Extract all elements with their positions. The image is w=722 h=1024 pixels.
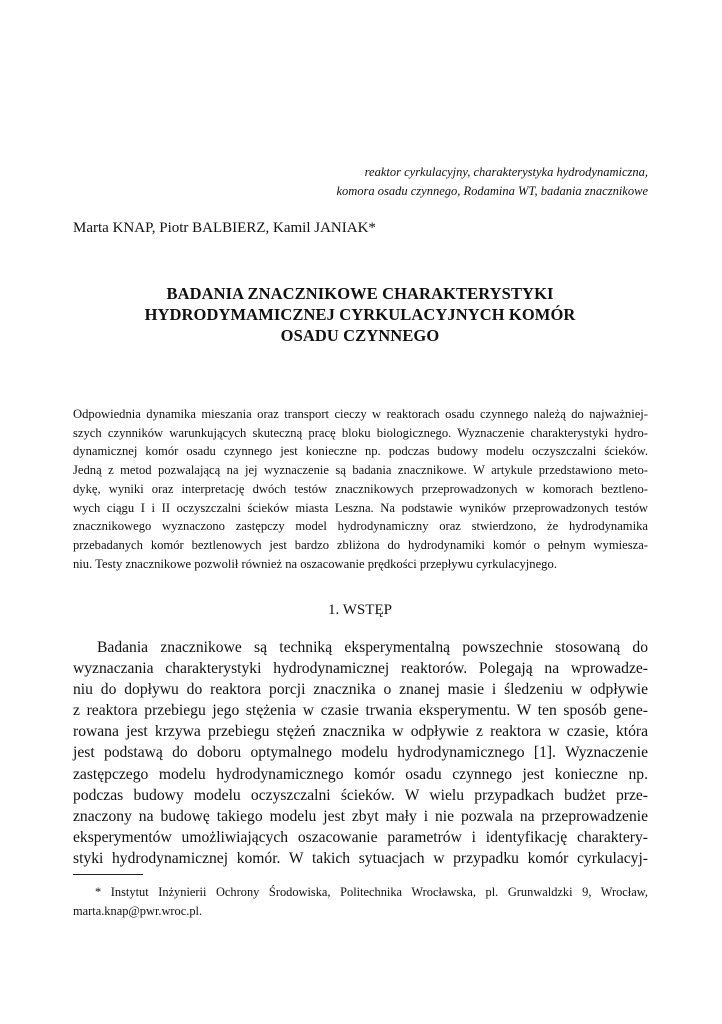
body-line: podczas budowy modelu oczyszczalni ścieków. W wielu przypadkach budżet prze- [73, 786, 648, 804]
body-line: styki hydrodynamicznej komór. W takich sytuacjach w przypadku komór cyrkulacyj- [73, 849, 648, 867]
body-line: rowana jest krzywa przebiegu stężeń znacznika w odpływie z reaktora w czasie, która [73, 723, 648, 741]
abstract [73, 405, 648, 573]
footnote-line-2: marta.knap@pwr.wroc.pl. [73, 904, 203, 918]
abstract-line: Odpowiednia dynamika mieszania oraz transport cieczy w reaktorach osadu czynnego należą do najważniej- [73, 407, 648, 421]
authors: Marta KNAP, Piotr BALBIERZ, Kamil JANIAK* [73, 220, 376, 236]
footnote [73, 883, 648, 921]
abstract-line: wych ciągu I i II oczyszczalni ścieków miasta Leszna. Na podstawie wyników przeprowadzonych testów [73, 500, 648, 515]
title-line-3: OSADU CZYNNEGO [280, 326, 440, 345]
title-line-2: HYDRODYMAMICZNEJ CYRKULACYJNYCH KOMÓR [144, 305, 576, 324]
abstract-line: dynamicznej komór osadu czynnego jest konieczne np. podczas budowy modelu oczyszczalni ścieków. [73, 444, 648, 459]
abstract-line: przebadanych komór beztlenowych jest bardzo zbliżona do hydrodynamiki komór o pełnym wymiesza- [73, 537, 648, 552]
body-line: Badania znacznikowe są techniką eksperymentalną powszechnie stosowaną do [97, 639, 648, 656]
keywords-line-1: reaktor cyrkulacyjny, charakterystyka hydrodynamiczna, [364, 165, 648, 179]
abstract-line: niu. Testy znacznikowe pozwolił również na oszacowanie prędkości przepływu cyrkulacyjnego. [73, 556, 557, 571]
abstract-line: znacznikowego wyznaczono zastępczy model hydrodynamiczny oraz stwierdzono, że hydrodynamika [73, 519, 648, 534]
abstract-line: szych czynników warunkujących skuteczną pracę bloku biologicznego. Wyznaczenie charakterystyki hydro- [73, 425, 648, 440]
abstract-line: dykę, wyniki oraz interpretację dwóch testów znacznikowych przeprowadzonych w komorach beztleno- [73, 481, 648, 496]
section-heading: 1. WSTĘP [328, 602, 392, 618]
body-line: jest podstawą do doboru optymalnego modelu hydrodynamicznego [1]. Wyznaczenie [73, 744, 648, 762]
body-line: wyznaczania charakterystyki hydrodynamicznej reaktorów. Polegają na wprowadze- [73, 660, 648, 678]
paper-title [72, 283, 648, 346]
title-line-1: BADANIA ZNACZNIKOWE CHARAKTERYSTYKI [166, 284, 554, 303]
footnote-line-1: * Instytut Inżynierii Ochrony Środowiska, Politechnika Wrocławska, pl. Grunwaldzki 9, Wrocław, [95, 885, 648, 899]
body-line: eksperymentów umożliwiających oszacowanie parametrów i identyfikację charaktery- [73, 828, 648, 846]
keywords [72, 163, 648, 201]
abstract-line: Jedną z metod pozwalającą na jej wyznaczenie są badania znacznikowe. W artykule przedstawiono meto- [73, 463, 648, 478]
body-line: z reaktora przebiegu jego stężenia w czasie trwania eksperymentu. W ten sposób gene- [73, 702, 648, 720]
footnote-divider [73, 874, 143, 875]
body-line: znaczony na budowę takiego modelu jest zbyt mały i nie pozwala na przeprowadzenie [73, 807, 648, 825]
keywords-line-2: komora osadu czynnego, Rodamina WT, badania znacznikowe [336, 184, 648, 198]
body-line: zastępczego modelu hydrodynamicznego komór osadu czynnego jest konieczne np. [73, 765, 648, 783]
body-paragraph [73, 637, 648, 869]
body-line: niu do dopływu do reaktora porcji znacznika o znanej masie i śledzeniu w odpływie [73, 681, 648, 699]
